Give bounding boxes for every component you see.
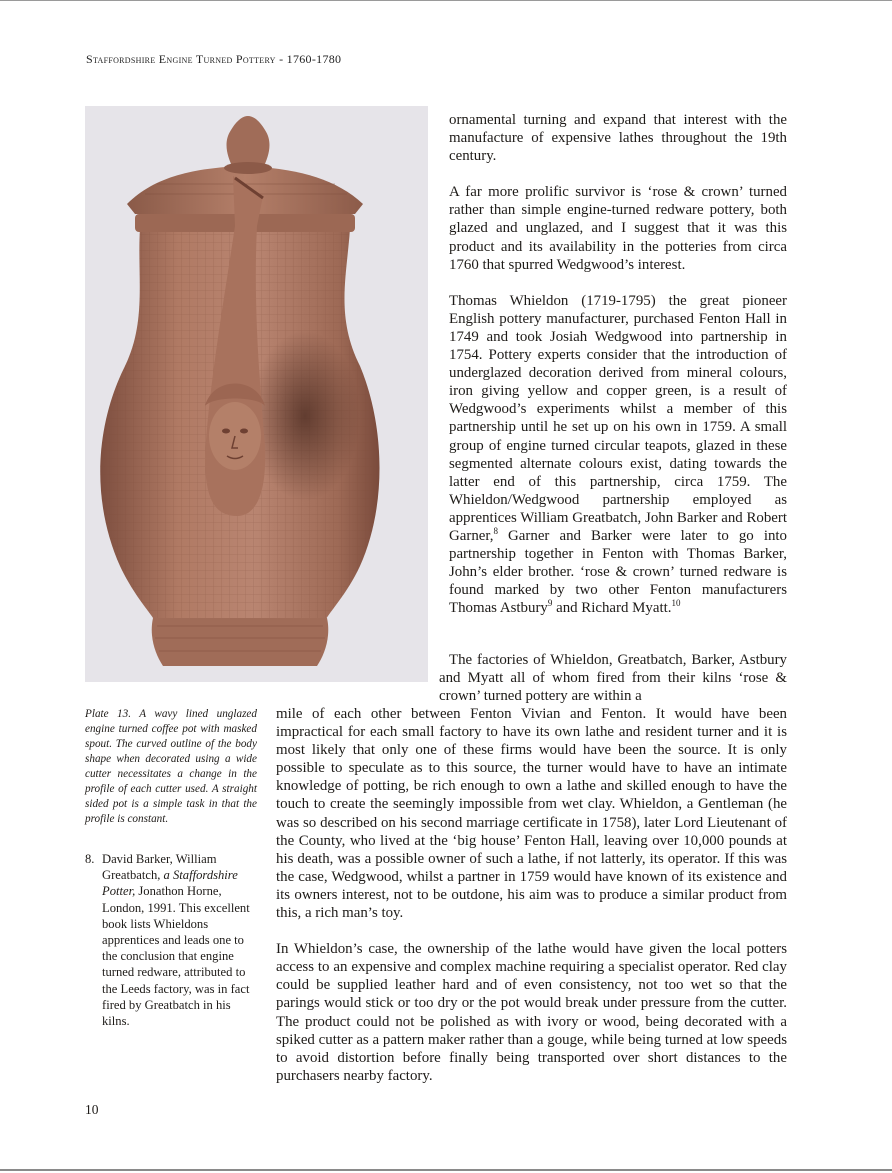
figure-caption: Plate 13. A wavy lined unglazed engine turned coffee pot with masked spout. The curved outline of the body shape when decorated using a wide cutter necessitates a change in the profile of each cutter used. A straight sided pot is a simple task in that the profile is constant.	[85, 708, 257, 825]
footnote-8	[85, 851, 261, 1029]
paragraph-1: ornamental turning and expand that interest with the manufacture of expensive lathes throughout the 19th century.	[449, 112, 787, 165]
page-top-border	[0, 0, 892, 1]
footnote-text-part-1: David Barker, William Greatbatch,	[102, 852, 217, 883]
paragraph-4-start: The factories of Whieldon, Greatbatch, Barker, Astbury and Myatt all of whom fired from their kilns ‘rose & crown’ turned pottery are within a	[439, 652, 787, 705]
right-column-text	[449, 111, 787, 635]
page-number: 10	[85, 1102, 99, 1117]
paragraph-3-part-2: Garner and Barker were later to go into partnership together in Fenton with Thomas Barker, John’s elder brother. ‘rose & crown’ turned redware is found marked by two other Fenton manufacturers Thomas Astbury	[449, 527, 787, 617]
running-header: Staffordshire Engine Turned Pottery - 1760-1780	[86, 52, 342, 66]
page-bottom-border	[0, 1169, 892, 1171]
paragraph-5: In Whieldon’s case, the ownership of the lathe would have given the local potters access to an expensive and complex machine requiring a specialist operator. Red clay could be supplied leather hard and of even consistency, not too wet so that the parings would stick or too dry or the pot would break under pressure from the cutter. The product could not be polished as with ivory or wood, being decorated with a spiked cutter as a pattern maker rather than a gouge, while being turned at low speeds to avoid distortion before finally being transported over short distances to the purchasers nearby factory.	[276, 941, 787, 1084]
paragraph-3-part-3: and Richard Myatt.	[552, 600, 672, 617]
footnote-number: 8.	[85, 852, 95, 866]
paragraph-3-part-1: Thomas Whieldon (1719-1795) the great pioneer English pottery manufacturer, purchased Fenton Hall in 1749 and took Josiah Wedgwood into partnership in 1754. Pottery experts consider that the introduction of underglazed decoration derived from mineral colours, iron giving yellow and copper green, is a result of Wedgwood’s experiments whilst a member of this partnership until he set up on his own in 1759. A small group of engine turned circular teapots, glazed in these segmented alternate colours exist, dating towards the latter end of this partnership, circa 1759. The Whieldon/Wedgwood partnership employed as apprentices William Greatbatch, John Barker and Robert Garner,	[449, 292, 787, 544]
footnote-ref-9: 9	[547, 598, 553, 609]
footnote-ref-10: 10	[671, 598, 681, 609]
footnote-text	[102, 851, 261, 1029]
footnote-book-title: a Staffordshire Potter,	[102, 868, 238, 899]
coffee-pot-photo	[85, 106, 428, 682]
wide-text-block	[276, 705, 787, 1103]
paragraph-4-rest: mile of each other between Fenton Vivian and Fenton. It would have been impractical for each small factory to have its own lathe and resident turner and it is most likely that only one of these firms would have been the source. It is only possible to speculate as to this source, the turner would have to have an intimate knowledge of potting, be rich enough to own a lathe and skilled enough to have the touch to create the seemingly impossible from wet clay. Whieldon, a Gentleman (he was so described on his second marriage certificate in 1758), later Lord Lieutenant of the County, who lived at the ‘big house’ Fenton Hall, leaving over 10,000 pounds at his death, was a possible owner of such a lathe, if not latterly, its operator. If this was the case, Wedgwood, whilst a partner in 1759 would have known of its existence and its owners interest, not to be outdone, his aim was to produce a similar product from this, a rich man’s toy.	[276, 706, 787, 922]
paragraph-2: A far more prolific survivor is ‘rose & crown’ turned rather than simple engine-turned redware pottery, both glazed and unglazed, and I suggest that it was this product and its availability in the potteries from circa 1760 that spurred Wedgwood’s interest.	[449, 184, 787, 273]
paragraph-3	[449, 292, 787, 618]
footnote-text-part-2: Jonathon Horne, London, 1991. This excellent book lists Whieldons apprentices and leads one to the conclusion that engine turned redware, attributed to the Leeds factory, was in fact fired by Greatbatch in his kilns.	[102, 884, 250, 1029]
footnote-ref-8: 8	[493, 526, 498, 536]
